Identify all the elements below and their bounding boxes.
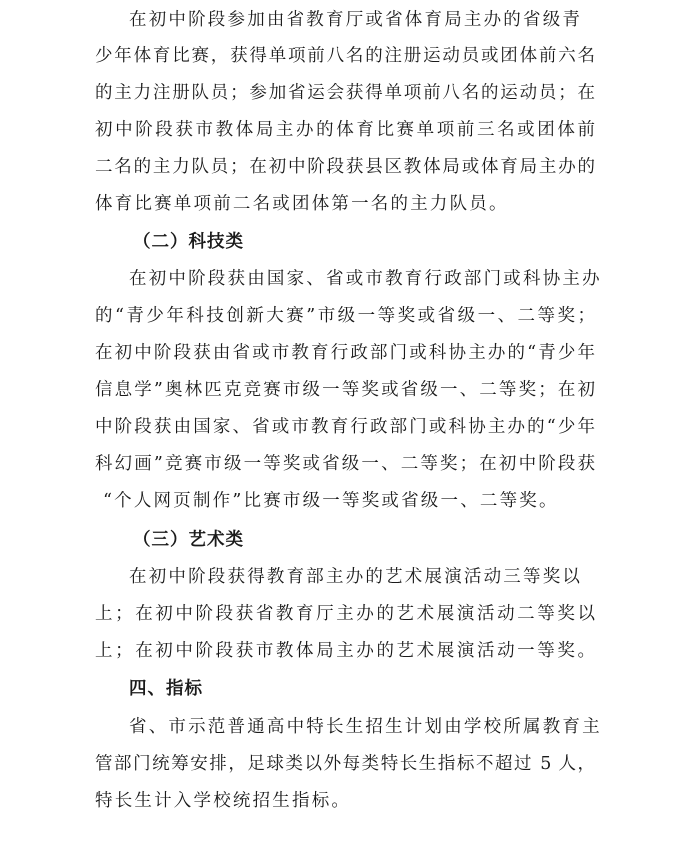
quota-line-2: 管部门统筹安排，足球类以外每类特长生指标不超过 5 人， [95,754,595,774]
sport-line-6: 体育比赛单项前二名或团体第一名的主力队员。 [95,194,509,214]
quota-line-3: 特长生计入学校统招生指标。 [95,791,352,811]
tech-line-4: 信息学”奥林匹克竞赛市级一等奖或省级一、二等奖；在初 [95,380,595,400]
tech-line-2: 的“青少年科技创新大赛”市级一等奖或省级一、二等奖； [95,306,595,326]
sport-line-2: 少年体育比赛，获得单项前八名的注册运动员或团体前六名 [95,46,595,66]
sport-line-3: 的主力注册队员；参加省运会获得单项前八名的运动员；在 [95,83,595,103]
tech-line-5: 中阶段获由国家、省或市教育行政部门或科协主办的“少年 [95,417,595,437]
art-line-2: 上；在初中阶段获省教育厅主办的艺术展演活动二等奖以 [95,604,595,624]
tech-line-3: 在初中阶段获由省或市教育行政部门或科协主办的“青少年 [95,343,595,363]
art-line-3: 上；在初中阶段获市教体局主办的艺术展演活动一等奖。 [95,641,595,661]
sport-line-1: 在初中阶段参加由省教育厅或省体育局主办的省级青 [129,10,583,30]
tech-line-6: 科幻画”竞赛市级一等奖或省级一、二等奖；在初中阶段获 [95,454,595,474]
sport-line-5: 二名的主力队员；在初中阶段获县区教体局或体育局主办的 [95,157,595,177]
tech-line-7: “个人网页制作”比赛市级一等奖或省级一、二等奖。 [103,491,559,511]
art-heading: （三）艺术类 [133,530,244,550]
sport-line-4: 初中阶段获市教体局主办的体育比赛单项前三名或团体前 [95,120,595,140]
quota-heading: 四、指标 [129,679,203,699]
art-line-1: 在初中阶段获得教育部主办的艺术展演活动三等奖以 [129,567,583,587]
tech-heading: （二）科技类 [133,232,244,252]
quota-line-1: 省、市示范普通高中特长生招生计划由学校所属教育主 [129,717,602,737]
tech-line-1: 在初中阶段获由国家、省或市教育行政部门或科协主办 [129,269,602,289]
